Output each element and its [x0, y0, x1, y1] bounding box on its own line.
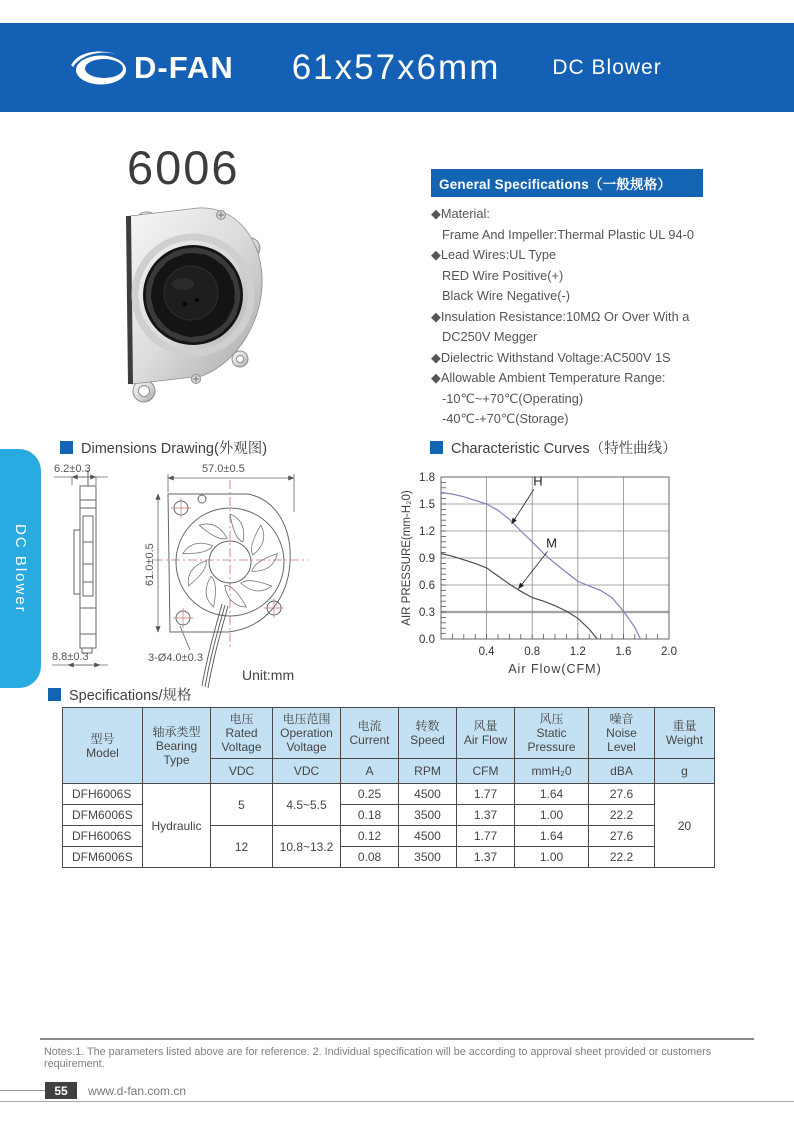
cell-operation-voltage: 4.5~5.5: [273, 784, 341, 826]
spec-item: -10℃~+70℃(Operating): [442, 390, 584, 406]
side-view: [74, 470, 96, 653]
svg-text:1.2: 1.2: [419, 526, 435, 538]
unit-vdc: VDC: [273, 759, 341, 784]
col-header-current: 电流 Current: [341, 708, 399, 759]
general-specifications-title: General Specifications（一般规格）: [431, 169, 703, 197]
cell-speed: 3500: [399, 805, 457, 826]
dimensions-section-title: Dimensions Drawing(外观图): [81, 441, 268, 457]
fan-photo: [100, 196, 275, 404]
cell-current: 0.18: [341, 805, 399, 826]
lead-wires: [202, 604, 228, 688]
unit-cfm: CFM: [457, 759, 515, 784]
cell-noise: 22.2: [589, 805, 655, 826]
product-type: DC Blower: [552, 55, 662, 79]
unit-dba: dBA: [589, 759, 655, 784]
product-size: 61x57x6mm: [291, 47, 501, 87]
cell-static-pressure: 1.00: [515, 805, 589, 826]
unit-mmh2o: mmH₂0: [515, 759, 589, 784]
svg-text:0.4: 0.4: [478, 646, 495, 658]
cell-air-flow: 1.77: [457, 784, 515, 805]
tick-labels: [419, 472, 677, 658]
dim-front-height: 61.0±0.5: [144, 543, 156, 586]
svg-text:0.3: 0.3: [419, 607, 435, 619]
unit-g: g: [655, 759, 715, 784]
dim-front-width: 57.0±0.5: [202, 463, 245, 475]
cell-static-pressure: 1.64: [515, 784, 589, 805]
cell-rated-voltage: 5: [211, 784, 273, 826]
svg-text:2.0: 2.0: [661, 646, 677, 658]
svg-text:0.8: 0.8: [524, 646, 541, 658]
unit-a: A: [341, 759, 399, 784]
cell-noise: 22.2: [589, 847, 655, 868]
y-axis-label: AIR PRESSURE(mm-H₂0): [401, 490, 413, 626]
spec-item: -40℃-+70℃(Storage): [442, 411, 569, 426]
minor-ticks: [441, 482, 658, 639]
cell-bearing-type: Hydraulic: [143, 784, 211, 868]
brand-name: D-FAN: [134, 49, 234, 85]
spec-item: Frame And Impeller:Thermal Plastic UL 94-0: [442, 226, 695, 242]
col-header-static-pressure: 风压 Static Pressure: [515, 708, 589, 759]
curves-svg: [398, 452, 698, 688]
spec-item: ◆Allowable Ambient Temperature Range:: [431, 370, 666, 385]
specifications-table: [62, 707, 715, 868]
cell-model: DFH6006S: [63, 826, 143, 847]
svg-text:1.2: 1.2: [569, 646, 586, 658]
cell-operation-voltage: 10.8~13.2: [273, 826, 341, 868]
cell-static-pressure: 1.64: [515, 826, 589, 847]
spec-item: ◆Dielectric Withstand Voltage:AC500V 1S: [431, 349, 671, 365]
unit-vdc: VDC: [211, 759, 273, 784]
svg-text:0.9: 0.9: [419, 553, 435, 565]
svg-text:1.5: 1.5: [419, 499, 435, 511]
website-url: www.d-fan.com.cn: [88, 1084, 187, 1098]
cell-air-flow: 1.37: [457, 805, 515, 826]
notes-text: Notes:1. The parameters listed above are for reference. 2. Individual specification will be according to approval sheet provided or customers requirement.: [44, 1046, 712, 1070]
side-tab-label: DC Blower: [12, 523, 29, 614]
svg-text:1.8: 1.8: [419, 472, 435, 484]
dimensions-drawing: [50, 452, 400, 690]
dim-side-depth: 8.8±0.3: [52, 651, 89, 663]
col-header-speed: 转数 Speed: [399, 708, 457, 759]
dim-mounting-holes: 3-Ø4.0±0.3: [148, 652, 203, 664]
series-M: [441, 554, 597, 640]
header-banner: [0, 23, 794, 112]
spec-item: ◆Material:: [431, 206, 490, 221]
annotation-leader-M: [519, 551, 548, 588]
page-number-badge: 55: [45, 1082, 77, 1099]
notes-divider: [40, 1038, 754, 1040]
side-tab-dc-blower: [0, 449, 41, 688]
spec-item: RED Wire Positive(+): [442, 267, 564, 283]
curve-label-M: M: [546, 535, 558, 551]
cell-noise: 27.6: [589, 784, 655, 805]
col-header-rated-voltage: 电压 Rated Voltage: [211, 708, 273, 759]
cell-air-flow: 1.77: [457, 826, 515, 847]
spec-item: ◆Lead Wires:UL Type: [431, 247, 557, 262]
curve-label-H: H: [533, 473, 543, 489]
grid: [441, 477, 669, 639]
cell-model: DFM6006S: [63, 847, 143, 868]
brand-logo: [68, 47, 234, 89]
cell-static-pressure: 1.00: [515, 847, 589, 868]
table-row: [63, 784, 715, 805]
cell-current: 0.25: [341, 784, 399, 805]
col-header-air-flow: 风量 Air Flow: [457, 708, 515, 759]
cell-weight: 20: [655, 784, 715, 868]
x-axis-label: Air Flow(CFM): [508, 662, 602, 676]
cell-speed: 4500: [399, 784, 457, 805]
spec-item: ◆Insulation Resistance:10MΩ Or Over With a: [431, 308, 690, 324]
cell-model: DFH6006S: [63, 784, 143, 805]
col-header-noise: 噪音 Noise Level: [589, 708, 655, 759]
svg-text:0.0: 0.0: [419, 634, 435, 646]
series-H: [441, 492, 641, 639]
svg-text:1.6: 1.6: [615, 646, 632, 658]
col-header-bearing: 轴承类型 Bearing Type: [143, 708, 211, 784]
front-view: [144, 463, 308, 688]
curves-section-title: Characteristic Curves（特性曲线）: [451, 441, 677, 457]
dfan-logo-icon: [68, 47, 130, 89]
specifications-section-title: Specifications/规格: [69, 688, 192, 704]
centerlines: [154, 480, 308, 648]
svg-text:0.6: 0.6: [419, 580, 435, 592]
model-number: 6006: [127, 141, 240, 194]
cell-speed: 3500: [399, 847, 457, 868]
cell-rated-voltage: 12: [211, 826, 273, 868]
cell-current: 0.08: [341, 847, 399, 868]
cell-speed: 4500: [399, 826, 457, 847]
general-specifications-list: [431, 204, 703, 430]
col-header-weight: 重量 Weight: [655, 708, 715, 759]
cell-noise: 27.6: [589, 826, 655, 847]
impeller-blade-slots: [182, 514, 280, 612]
spec-item: DC250V Megger: [442, 329, 538, 344]
col-header-operation-voltage: 电压范围 Operation Voltage: [273, 708, 341, 759]
characteristic-curves-chart: [398, 452, 698, 688]
page-badge-line: [0, 1090, 45, 1091]
fan-photo-graphic: [100, 196, 275, 404]
dim-unit: Unit:mm: [242, 667, 295, 683]
bottom-divider: [0, 1101, 794, 1102]
cell-model: DFM6006S: [63, 805, 143, 826]
cell-current: 0.12: [341, 826, 399, 847]
general-specifications: [431, 169, 703, 430]
dim-side-width: 6.2±0.3: [54, 463, 91, 475]
unit-rpm: RPM: [399, 759, 457, 784]
cell-air-flow: 1.37: [457, 847, 515, 868]
col-header-model: 型号 Model: [63, 708, 143, 784]
impeller-hub: [164, 266, 218, 320]
annotation-leader-H: [512, 489, 534, 524]
spec-item: Black Wire Negative(-): [442, 288, 570, 303]
